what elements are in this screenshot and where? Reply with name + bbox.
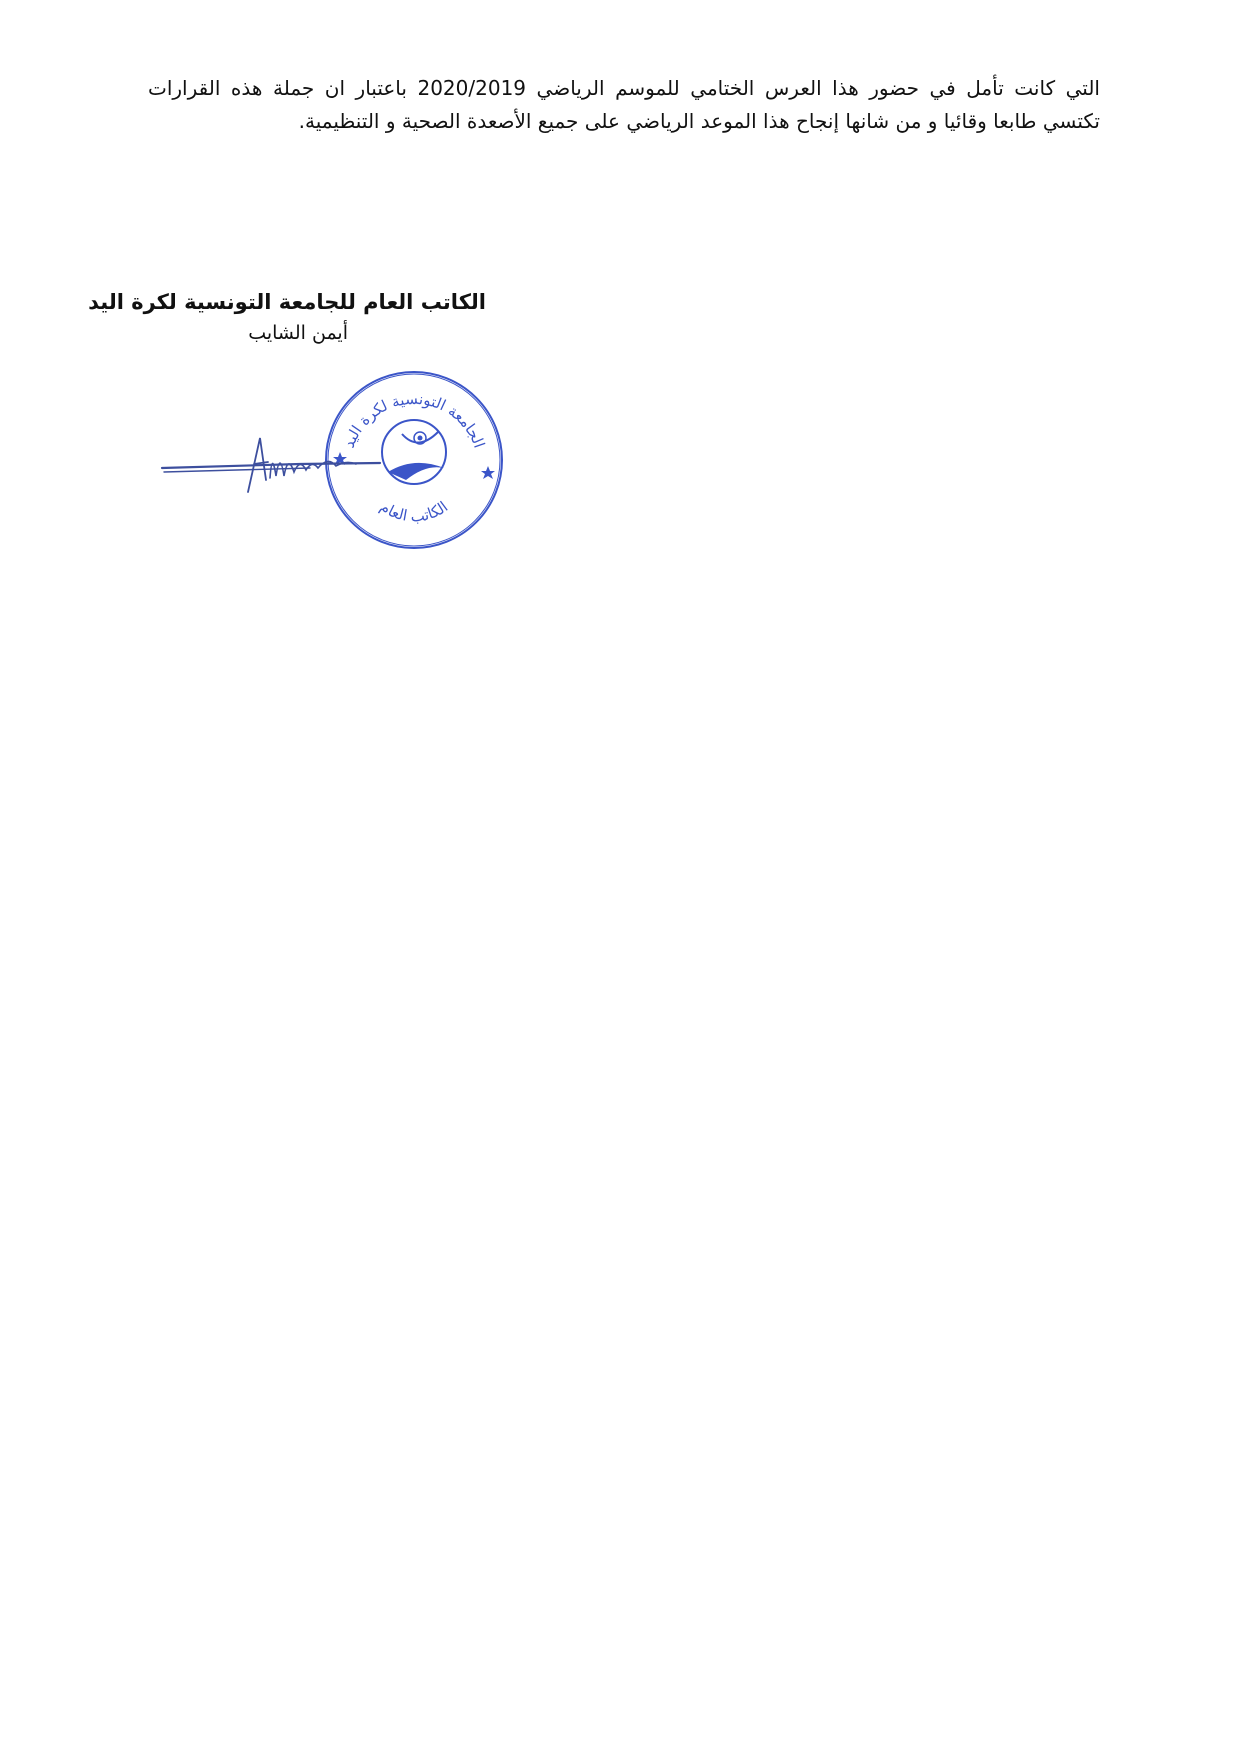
handwritten-signature (160, 430, 410, 500)
stamp-star-right-icon (481, 466, 495, 479)
signer-name: أيمن الشايب (248, 322, 348, 344)
signature-block (88, 290, 500, 550)
body-paragraph: التي كانت تأمل في حضور هذا العرس الختامي للموسم الرياضي 2020/2019 باعتبار ان جملة هذه القرارات تكتسي طابعا وقائيا و من شانها إنجاح هذا الموعد الرياضي على جميع الأصعدة الصحية و التنظيمية. (148, 76, 1100, 133)
signer-title: الكاتب العام للجامعة التونسية لكرة اليد (88, 290, 486, 314)
stamp-bottom-text: الكاتب العام (376, 497, 452, 526)
stamp-arc-text: الجامعة التونسية لكرة اليد (339, 389, 489, 451)
